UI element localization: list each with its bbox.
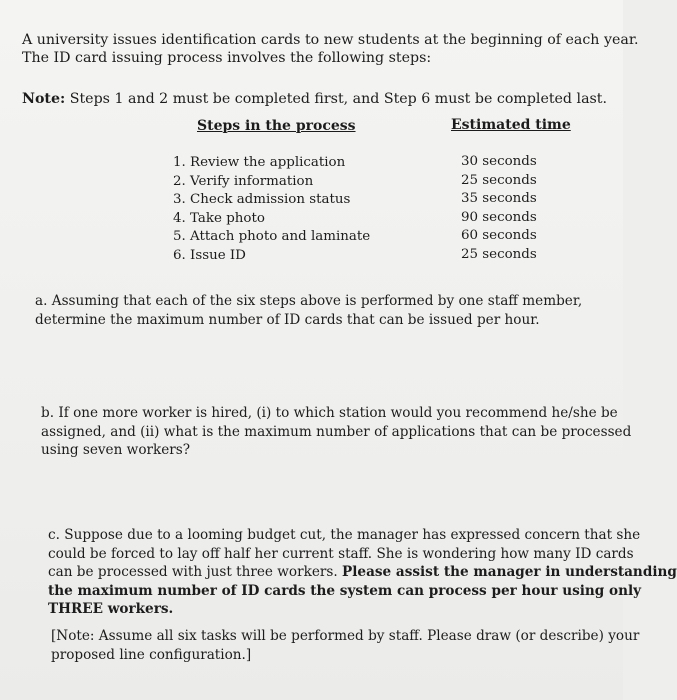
- time-item: 25 seconds: [461, 246, 537, 262]
- question-b-line: b. If one more worker is hired, (i) to which station would you recommend he/she be: [41, 405, 618, 421]
- step-item: 1. Review the application: [173, 155, 346, 170]
- final-note-line: [Note: Assume all six tasks will be performed by staff. Please draw (or describe) your: [51, 628, 640, 644]
- time-item: 90 seconds: [461, 209, 537, 225]
- steps-column-header: Steps in the process: [197, 118, 356, 134]
- step-item: 6. Issue ID: [173, 247, 246, 263]
- question-c-line: [48, 563, 677, 582]
- question-b-line: using seven workers?: [41, 442, 191, 458]
- step-item: 3. Check admission status: [173, 192, 351, 207]
- final-note: [51, 627, 639, 664]
- question-c-line: c. Suppose due to a looming budget cut, the manager has expressed concern that she: [48, 527, 641, 543]
- question-b: [41, 404, 631, 460]
- step-item: 4. Take photo: [173, 210, 265, 226]
- step-item: 2. Verify information: [173, 173, 314, 189]
- intro-line-1: A university issues identification cards to new students at the beginning of each year.: [22, 32, 639, 48]
- question-a: [35, 292, 582, 329]
- question-c-emphasis: Please assist the manager in understanding: [342, 564, 677, 580]
- question-b-line: assigned, and (ii) what is the maximum number of applications that can be processed: [41, 423, 632, 440]
- note-line: [22, 90, 607, 108]
- time-item: 30 seconds: [461, 154, 537, 169]
- final-note-line: proposed line configuration.]: [51, 646, 252, 663]
- time-item: 60 seconds: [461, 228, 537, 243]
- note-label: Note:: [22, 91, 66, 107]
- question-c-line: the maximum number of ID cards the system can process per hour using only: [48, 582, 642, 599]
- intro-line-2: The ID card issuing process involves the following steps:: [22, 50, 432, 66]
- time-column-header: Estimated time: [451, 117, 571, 133]
- time-item: 25 seconds: [461, 172, 537, 188]
- time-item: 35 seconds: [461, 191, 537, 206]
- question-c-plain: can be processed with just three workers.: [48, 564, 343, 580]
- question-c-line: THREE workers.: [48, 601, 174, 617]
- step-item: 5. Attach photo and laminate: [173, 229, 371, 244]
- question-c: [48, 526, 677, 619]
- note-text: Steps 1 and 2 must be completed first, and Step 6 must be completed last.: [69, 91, 608, 107]
- question-c-line: could be forced to lay off half her current staff. She is wondering how many ID cards: [48, 545, 634, 562]
- question-a-line: a. Assuming that each of the six steps above is performed by one staff member,: [35, 293, 583, 309]
- question-a-line: determine the maximum number of ID cards that can be issued per hour.: [35, 311, 540, 328]
